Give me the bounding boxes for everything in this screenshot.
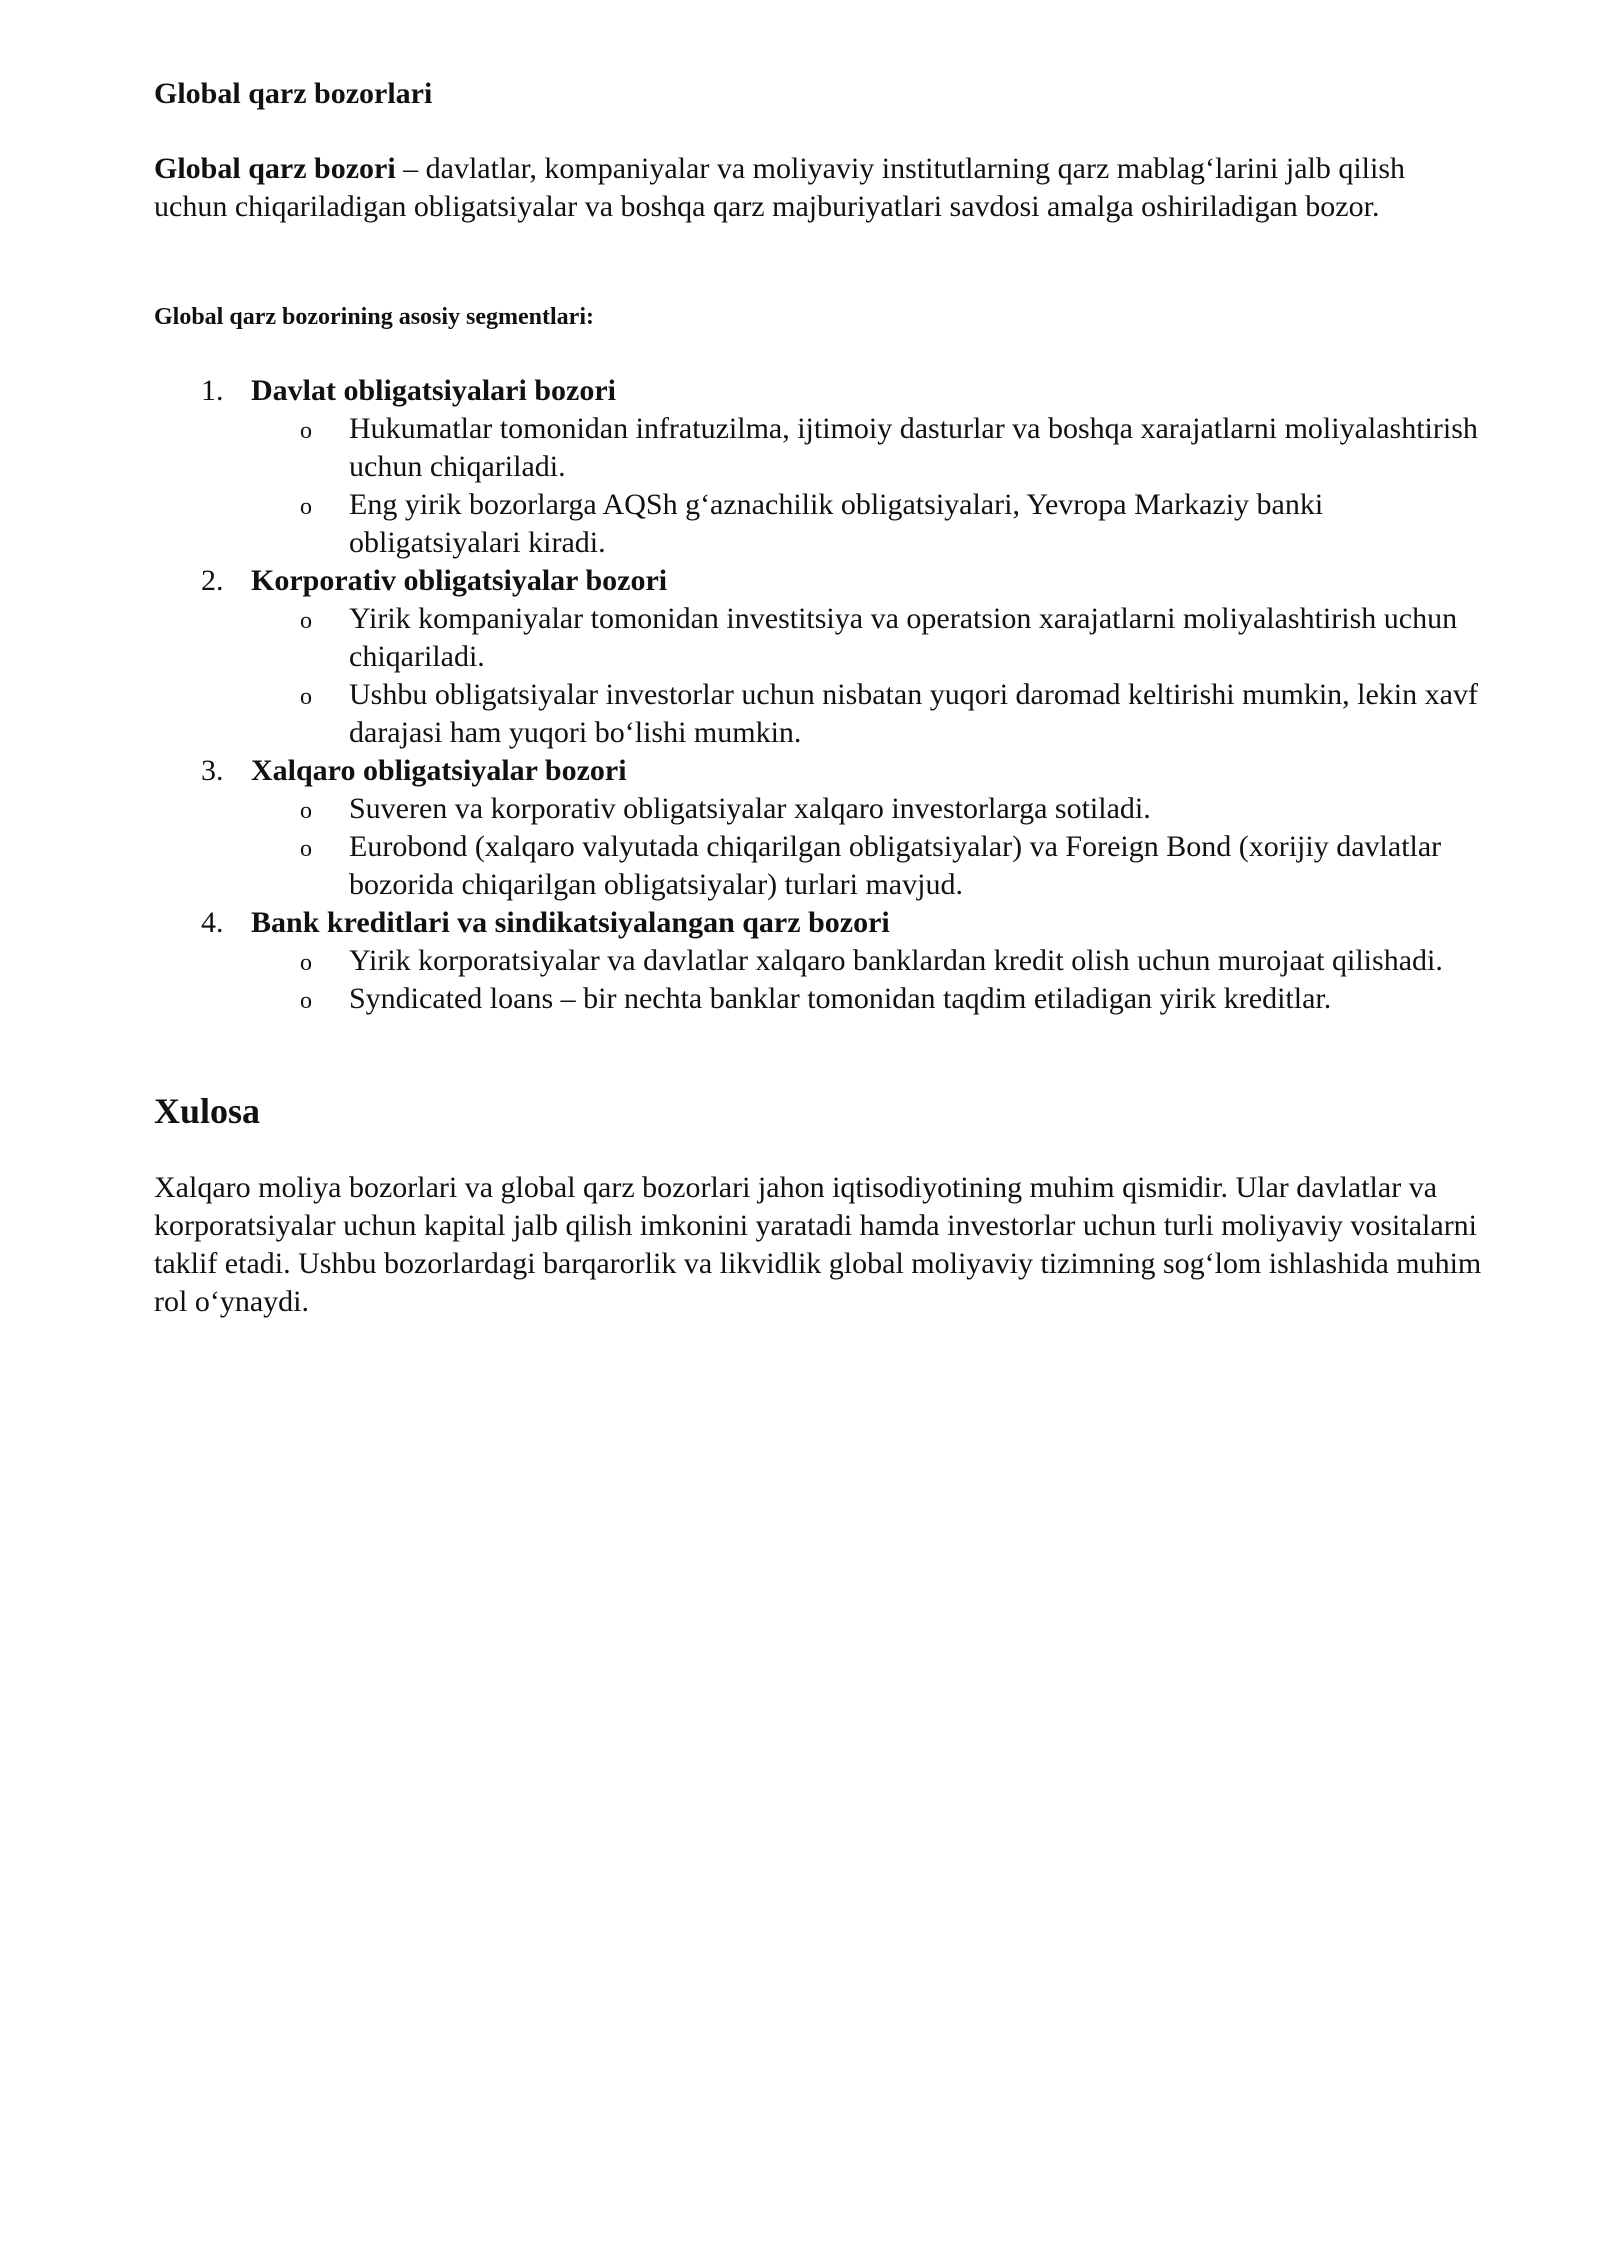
bullet-marker: o — [300, 798, 312, 824]
definition-term: Global qarz bozori — [154, 152, 396, 185]
segment-bullet-item — [154, 790, 1484, 828]
bullet-text: Syndicated loans – bir nechta banklar tomonidan taqdim etiladigan yirik kreditlar. — [349, 982, 1332, 1015]
conclusion-heading: Xulosa — [154, 1091, 261, 1131]
bullet-marker: o — [300, 836, 312, 862]
bullet-text: Eurobond (xalqaro valyutada chiqarilgan obligatsiyalar) va Foreign Bond (xorijiy davlatlar bozorida chiqarilgan obligatsiyalar) turlari mavjud. — [349, 830, 1442, 901]
segment-item — [154, 752, 1484, 904]
segment-title: Davlat obligatsiyalari bozori — [251, 374, 616, 407]
bullet-text: Yirik kompaniyalar tomonidan investitsiya va operatsion xarajatlarni moliyalashtirish uchun chiqariladi. — [349, 602, 1458, 673]
segment-bullet-item — [154, 828, 1484, 904]
bullet-marker: o — [300, 950, 312, 976]
segment-bullet-item — [154, 410, 1484, 486]
bullet-text: Yirik korporatsiyalar va davlatlar xalqaro banklardan kredit olish uchun murojaat qilishadi. — [349, 944, 1443, 977]
definition-paragraph — [154, 150, 1484, 226]
segment-bullet-item — [154, 676, 1484, 752]
segment-number: 2. — [201, 564, 224, 597]
segment-bullet-item — [154, 942, 1484, 980]
segment-title: Xalqaro obligatsiyalar bozori — [251, 754, 627, 787]
bullet-text: Hukumatlar tomonidan infratuzilma, ijtimoiy dasturlar va boshqa xarajatlarni moliyalashtirish uchun chiqariladi. — [349, 412, 1478, 483]
page-title: Global qarz bozorlari — [154, 77, 433, 110]
segment-number: 3. — [201, 754, 224, 787]
segment-bullet-list — [154, 410, 1484, 562]
segment-list — [154, 372, 1484, 1018]
segment-bullet-item — [154, 600, 1484, 676]
segment-bullet-list — [154, 942, 1484, 1018]
bullet-text: Suveren va korporativ obligatsiyalar xalqaro investorlarga sotiladi. — [349, 792, 1151, 825]
segment-bullet-list — [154, 790, 1484, 904]
segment-bullet-list — [154, 600, 1484, 752]
segments-heading: Global qarz bozorining asosiy segmentlari: — [154, 304, 594, 330]
segment-number: 4. — [201, 906, 224, 939]
segment-number: 1. — [201, 374, 224, 407]
conclusion-paragraph: Xalqaro moliya bozorlari va global qarz bozorlari jahon iqtisodiyotining muhim qismidir. Ular davlatlar va korporatsiyalar uchun kapital jalb qilish imkonini yaratadi hamda investorlar uchun turli moliyaviy vositalarni taklif etadi. Ushbu bozorlardagi barqarorlik va likvidlik global moliyaviy tizimning sog‘lom ishlashida muhim rol o‘ynaydi. — [154, 1171, 1482, 1318]
bullet-marker: o — [300, 684, 312, 710]
definition-text: – davlatlar, kompaniyalar va moliyaviy institutlarning qarz mablag‘larini jalb qilish uchun chiqariladigan obligatsiyalar va boshqa qarz majburiyatlari savdosi amalga oshiriladigan bozor. — [154, 152, 1406, 223]
segment-item — [154, 904, 1484, 1018]
segment-title: Korporativ obligatsiyalar bozori — [251, 564, 668, 597]
bullet-marker: o — [300, 608, 312, 634]
segment-item — [154, 562, 1484, 752]
bullet-marker: o — [300, 418, 312, 444]
segment-title: Bank kreditlari va sindikatsiyalangan qarz bozori — [251, 906, 890, 939]
bullet-marker: o — [300, 988, 312, 1014]
bullet-text: Ushbu obligatsiyalar investorlar uchun nisbatan yuqori daromad keltirishi mumkin, lekin xavf darajasi ham yuqori bo‘lishi mumkin. — [349, 678, 1478, 749]
segment-bullet-item — [154, 486, 1484, 562]
bullet-text: Eng yirik bozorlarga AQSh g‘aznachilik obligatsiyalari, Yevropa Markaziy banki obligatsiyalari kiradi. — [349, 488, 1324, 559]
bullet-marker: o — [300, 494, 312, 520]
segment-bullet-item — [154, 980, 1484, 1018]
segment-item — [154, 372, 1484, 562]
